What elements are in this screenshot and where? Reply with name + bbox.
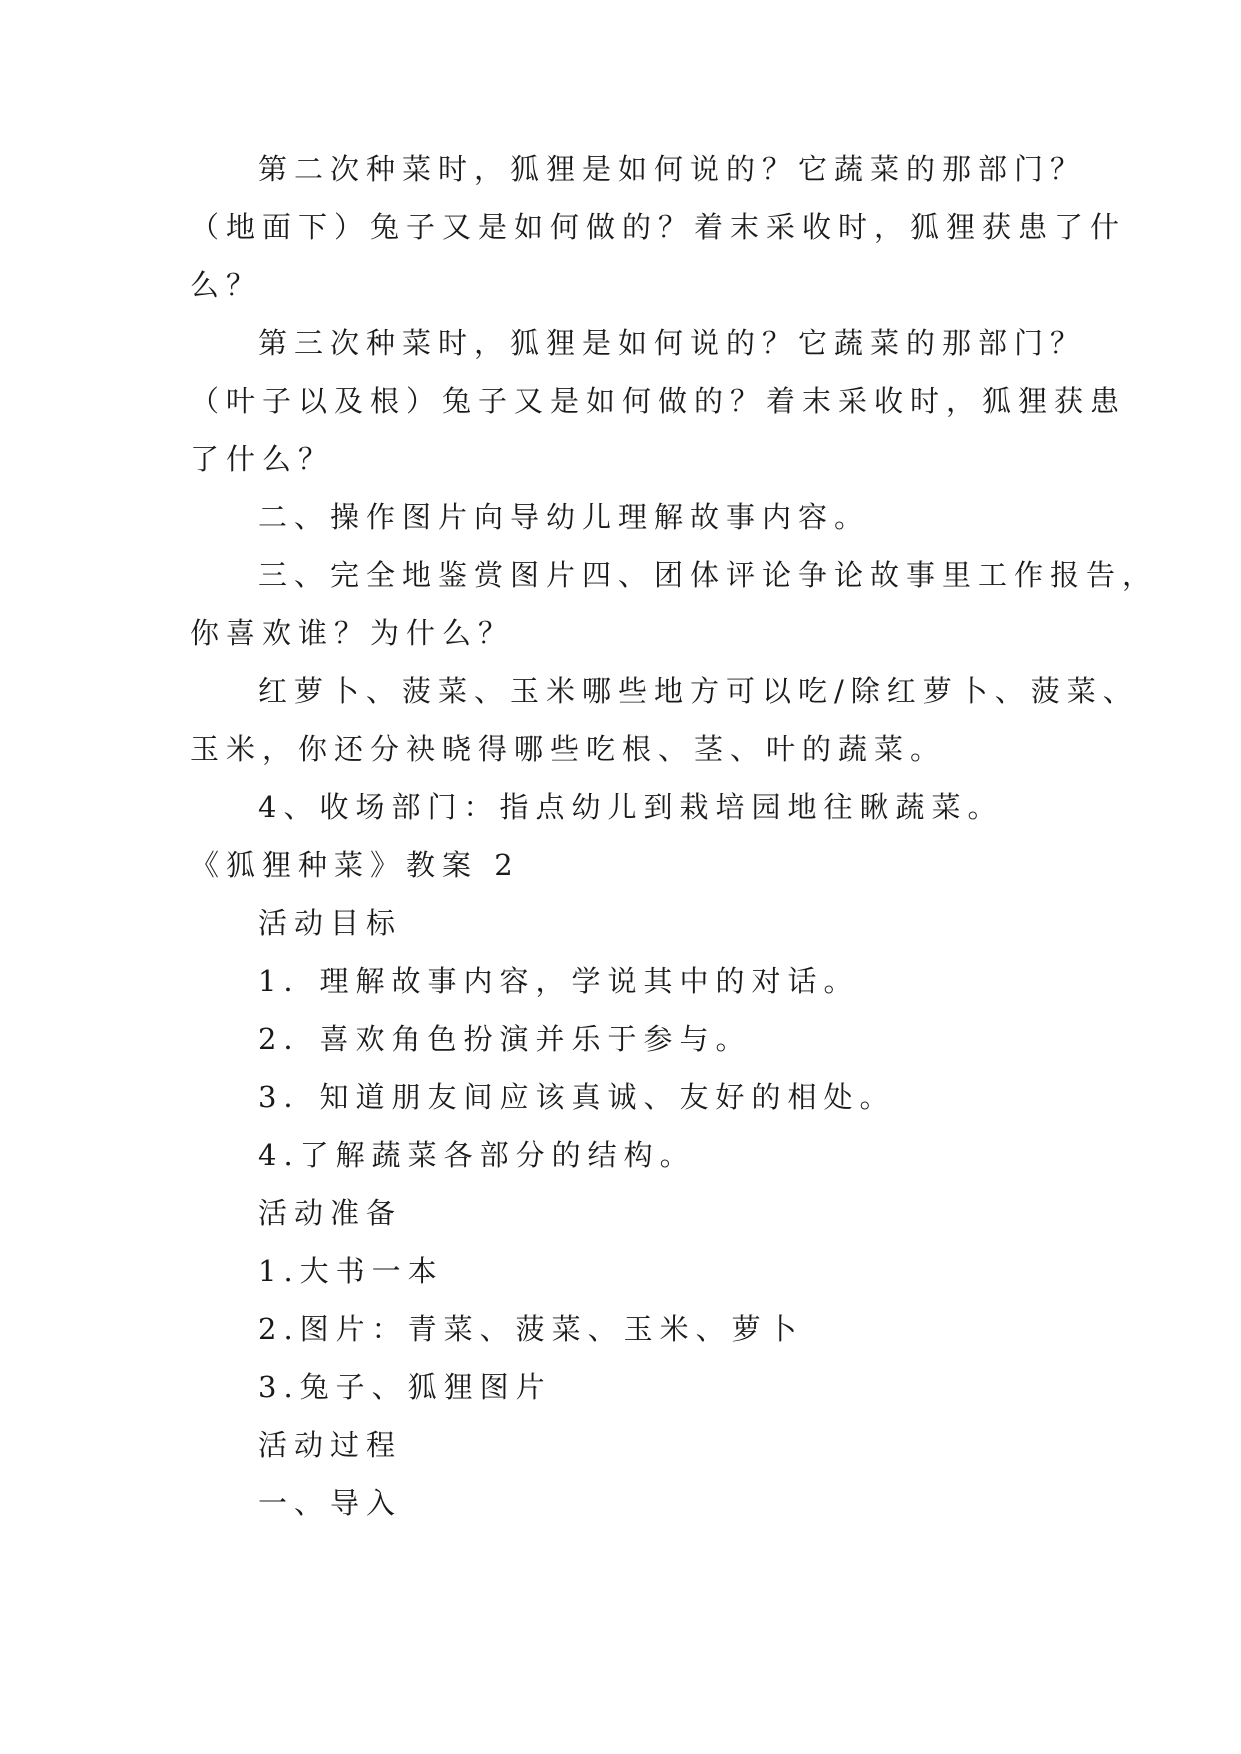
paragraph-line: 了什么？ [190, 442, 335, 476]
section-title: 《狐狸种菜》教案 2 [190, 848, 520, 882]
heading: 活动准备 [258, 1196, 403, 1230]
heading: 活动过程 [258, 1428, 403, 1462]
paragraph-line: 第三次种菜时，狐狸是如何说的？它蔬菜的那部门？ [258, 326, 1087, 360]
list-item: 4.了解蔬菜各部分的结构。 [258, 1138, 696, 1172]
paragraph-line: 红萝卜、菠菜、玉米哪些地方可以吃/除红萝卜、菠菜、 [258, 674, 1139, 708]
paragraph-line: 第二次种菜时，狐狸是如何说的？它蔬菜的那部门？ [258, 152, 1087, 186]
paragraph-line: 么？ [190, 268, 263, 302]
paragraph-line: 4、收场部门：指点幼儿到栽培园地往瞅蔬菜。 [258, 790, 1004, 824]
paragraph-line: 一、导入 [258, 1486, 403, 1520]
list-item: 2.图片：青菜、菠菜、玉米、萝卜 [258, 1312, 804, 1346]
paragraph-line: 你喜欢谁？为什么？ [190, 616, 515, 650]
list-item: 1.大书一本 [258, 1254, 444, 1288]
list-item: 3．知道朋友间应该真诚、友好的相处。 [258, 1080, 896, 1114]
paragraph-line: 三、完全地鉴赏图片四、团体评论争论故事里工作报告， [258, 558, 1159, 592]
list-item: 1．理解故事内容，学说其中的对话。 [258, 964, 860, 998]
heading: 活动目标 [258, 906, 403, 940]
list-item: 3.兔子、狐狸图片 [258, 1370, 552, 1404]
list-item: 2．喜欢角色扮演并乐于参与。 [258, 1022, 752, 1056]
paragraph-line: （叶子以及根）兔子又是如何做的？着末采收时，狐狸获患 [190, 384, 1127, 418]
paragraph-line: 玉米，你还分袂晓得哪些吃根、茎、叶的蔬菜。 [190, 732, 947, 766]
paragraph-line: 二、操作图片向导幼儿理解故事内容。 [258, 500, 871, 534]
paragraph-line: （地面下）兔子又是如何做的？着末采收时，狐狸获患了什 [190, 210, 1127, 244]
